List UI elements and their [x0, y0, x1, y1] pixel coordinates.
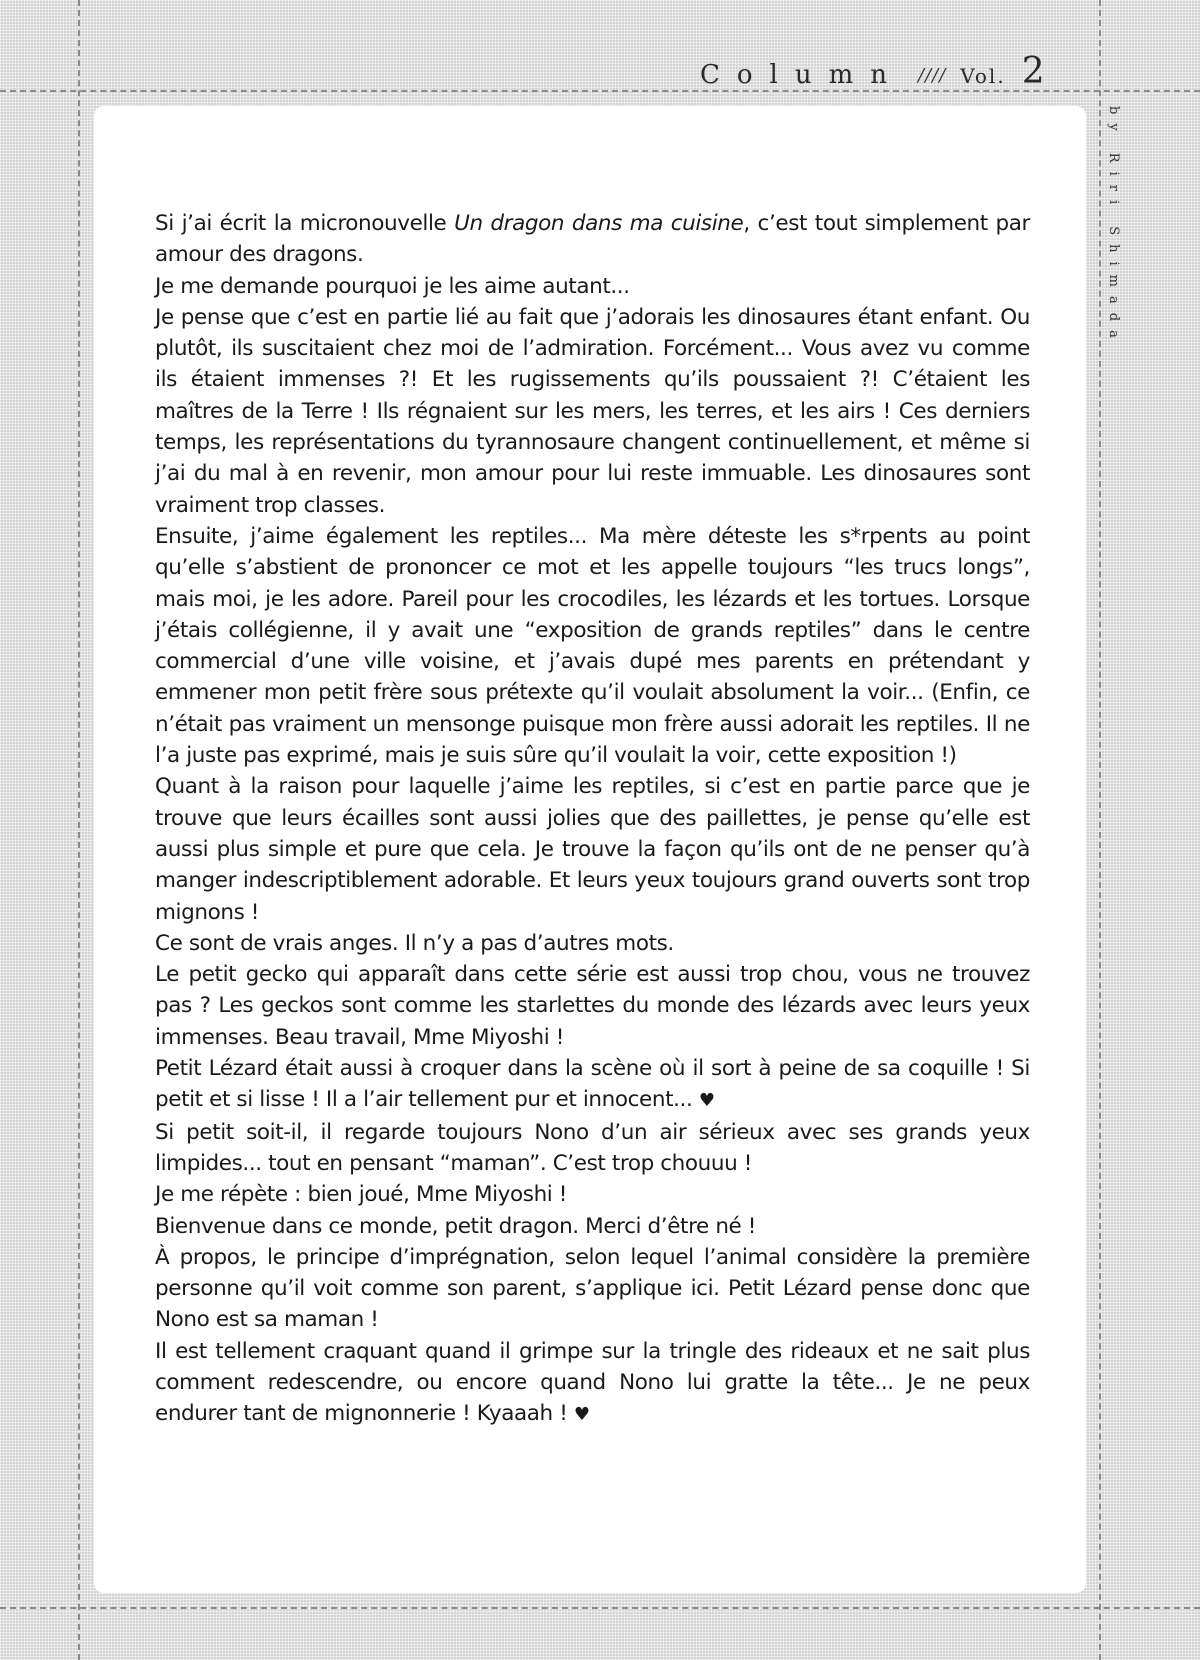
- paragraph-text: , c’est tout simplement par amour des dragons.: [155, 211, 1030, 268]
- stitch-line-left: [78, 0, 80, 1660]
- volume-number: 2: [1021, 51, 1045, 92]
- paragraph: Je me demande pourquoi je les aime autant...: [155, 273, 630, 299]
- paragraph: Ce sont de vrais anges. Il n’y a pas d’autres mots.: [155, 930, 674, 956]
- story-title: Un dragon dans ma cuisine: [454, 211, 744, 236]
- paragraph: Je pense que c’est en partie lié au fait que j’adorais les dinosaures étant enfant. Ou plutôt, ils suscitaient chez moi de l’admiration. Forcément... Vous avez vu comme ils étaient immenses ?! Et les rugissements qu’ils poussaient ?! C’étaient les maîtres de la Terre ! Ils régnaient sur les mers, les terres, et les airs ! Ces derniers temps, les représentations du tyrannosaure changent continuellement, et même si j’ai du mal à en revenir, mon amour pour lui reste immuable. Les dinosaures sont vraiment trop classes.: [155, 304, 1030, 518]
- paragraph: Le petit gecko qui apparaît dans cette série est aussi trop chou, vous ne trouvez pas ? Les geckos sont comme les starlettes du monde des lézards avec leurs yeux immenses. Beau travail, Mme Miyoshi !: [155, 962, 1030, 1050]
- heart-icon: ♥: [573, 1404, 590, 1426]
- paragraph-text: Il est tellement craquant quand il grimpe sur la tringle des rideaux et ne sait plus comment redescendre, ou encore quand Nono lui gratte la tête... Je ne peux endurer tant de mignonnerie ! Kyaaah !: [155, 1338, 1030, 1427]
- column-body: [155, 208, 1030, 1431]
- paragraph: [155, 208, 1030, 271]
- stitch-line-right: [1099, 0, 1101, 1660]
- stitch-line-top: [0, 90, 1200, 92]
- paragraph: À propos, le principe d’imprégnation, selon lequel l’animal considère la première personne qu’il voit comme son parent, s’applique ici. Petit Lézard pense donc que Nono est sa maman !: [155, 1244, 1030, 1333]
- heart-icon: ♥: [698, 1090, 715, 1112]
- stitch-line-bottom: [0, 1607, 1200, 1609]
- paragraph: Ensuite, j’aime également les reptiles... Ma mère déteste les s*rpents au point qu’elle s’abstient de prononcer ce mot et les appelle toujours “les trucs longs”, mais moi, je les adore. Pareil pour les crocodiles, les lézards et les tortues. Lorsque j’étais collégienne, il y avait une “exposition de grands reptiles” dans le centre commercial d’une ville voisine, et j’avais dupé mes parents en prétendant y emmener mon petit frère sous prétexte qu’il voulait absolument la voir... (Enfin, ce n’était pas vraiment un mensonge puisque mon frère aussi adorait les reptiles. Il ne l’a juste pas exprimé, mais je suis sûre qu’il voulait la voir, cette exposition !): [155, 523, 1030, 769]
- column-title: Column: [700, 60, 905, 90]
- paragraph: [155, 1053, 1030, 1117]
- decorative-ticks: ////: [918, 65, 947, 86]
- paragraph-text: Petit Lézard était aussi à croquer dans la scène où il sort à peine de sa coquille ! Si petit et si lisse ! Il a l’air tellement pur et innocent...: [155, 1056, 1030, 1113]
- paragraph: Si petit soit-il, il regarde toujours Nono d’un air sérieux avec ses grands yeux limpides... tout en pensant “maman”. C’est trop chouuu !: [155, 1119, 1030, 1176]
- paragraph-text: Si j’ai écrit la micronouvelle: [155, 211, 455, 236]
- paragraph: Je me répète : bien joué, Mme Miyoshi !: [155, 1182, 568, 1208]
- paragraph: [155, 1336, 1030, 1431]
- volume-label: Vol.: [960, 64, 1006, 88]
- author-byline: by Riri Shimada: [1106, 106, 1121, 347]
- paragraph: Quant à la raison pour laquelle j’aime les reptiles, si c’est en partie parce que je trouve que leurs écailles sont aussi jolies que des paillettes, je pense qu’elle est aussi plus simple et pure que cela. Je trouve la façon qu’ils ont de ne penser qu’à manger indescriptiblement adorable. Et leurs yeux toujours grand ouverts sont trop mignons !: [155, 774, 1030, 925]
- paragraph: Bienvenue dans ce monde, petit dragon. Merci d’être né !: [155, 1213, 757, 1239]
- column-header: [700, 51, 1045, 92]
